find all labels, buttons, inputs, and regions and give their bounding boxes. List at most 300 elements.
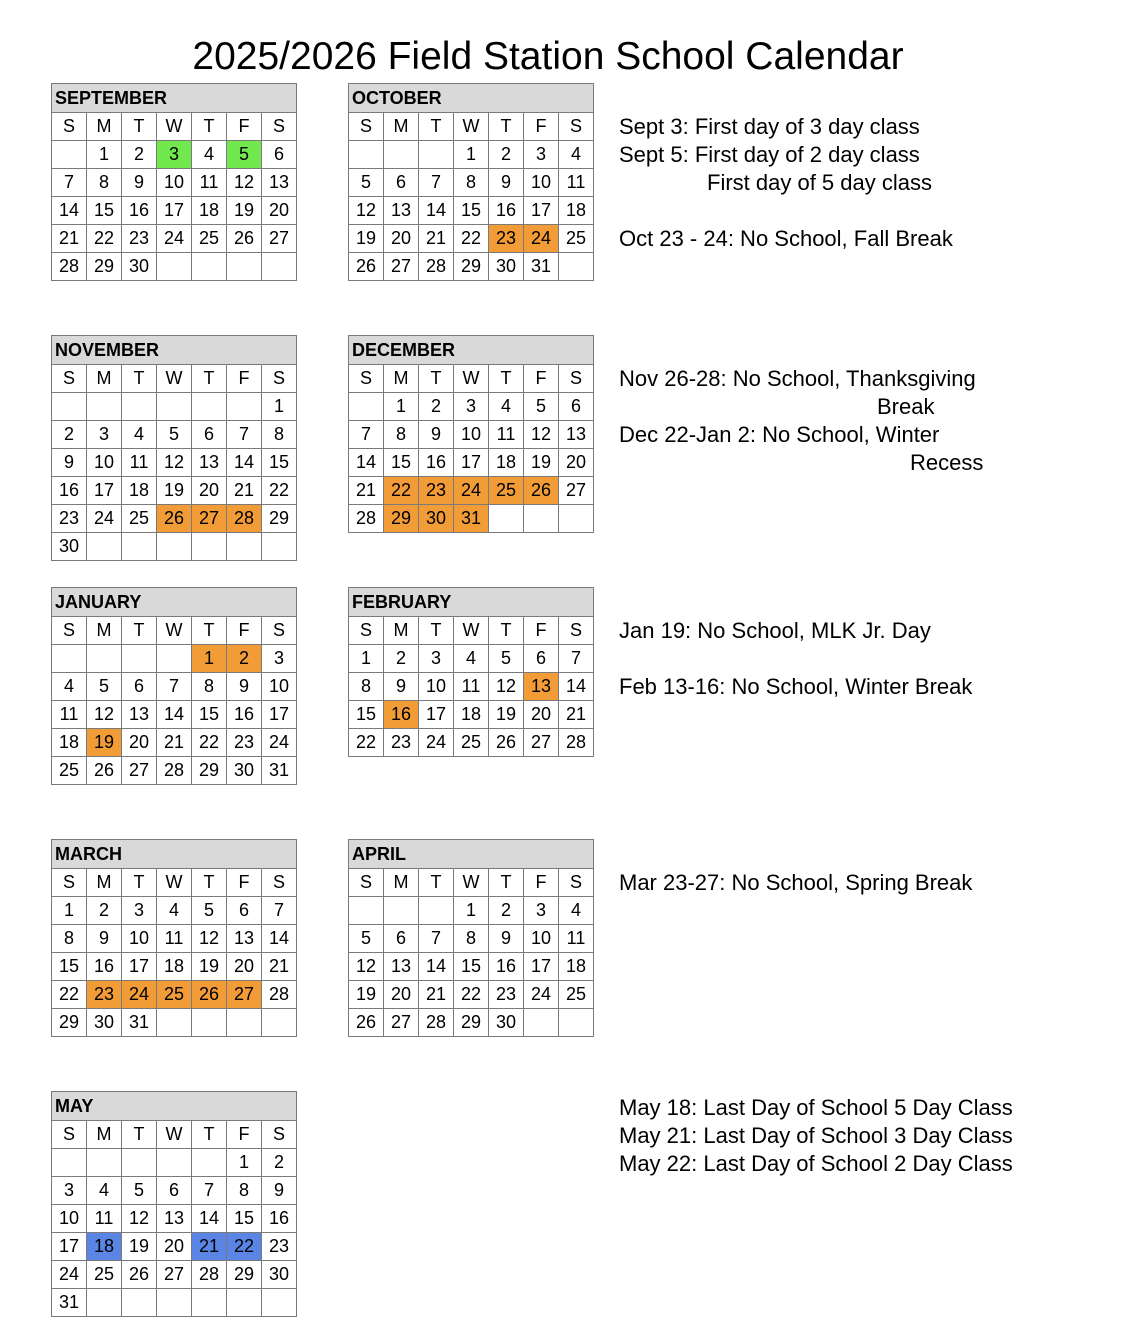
day-cell: 15 (192, 701, 227, 729)
day-cell: 30 (262, 1261, 297, 1289)
empty-day-cell (157, 1009, 192, 1037)
day-cell: 28 (192, 1261, 227, 1289)
day-cell: 16 (52, 477, 87, 505)
week-row (52, 449, 297, 477)
weekday-header: F (524, 617, 559, 645)
day-cell: 24 (52, 1261, 87, 1289)
day-cell: 14 (559, 673, 594, 701)
day-cell: 28 (349, 505, 384, 533)
empty-day-cell (192, 1009, 227, 1037)
week-row (349, 253, 594, 281)
day-cell: 13 (227, 925, 262, 953)
day-cell: 2 (52, 421, 87, 449)
day-cell: 14 (349, 449, 384, 477)
day-cell: 9 (489, 925, 524, 953)
day-cell: 7 (419, 169, 454, 197)
day-cell: 28 (227, 505, 262, 533)
day-cell: 8 (454, 169, 489, 197)
day-cell: 13 (122, 701, 157, 729)
day-cell: 19 (349, 981, 384, 1009)
day-cell: 19 (192, 953, 227, 981)
weekday-header: T (122, 365, 157, 393)
day-cell: 28 (262, 981, 297, 1009)
day-cell: 21 (227, 477, 262, 505)
note-nov-second-line: Break (877, 394, 935, 419)
weekday-header: S (349, 869, 384, 897)
day-cell: 2 (87, 897, 122, 925)
note-jan: Jan 19: No School, MLK Jr. Day (619, 618, 931, 643)
weekday-header: T (419, 617, 454, 645)
day-cell: 5 (524, 393, 559, 421)
week-row (52, 505, 297, 533)
weekday-header: F (227, 365, 262, 393)
day-cell: 31 (454, 505, 489, 533)
day-cell: 18 (122, 477, 157, 505)
day-cell: 3 (524, 141, 559, 169)
empty-day-cell (157, 253, 192, 281)
week-row (349, 729, 594, 757)
empty-day-cell (122, 393, 157, 421)
day-cell: 17 (524, 197, 559, 225)
day-cell: 8 (454, 925, 489, 953)
empty-day-cell (227, 253, 262, 281)
weekday-header: F (227, 869, 262, 897)
empty-day-cell (489, 505, 524, 533)
day-cell: 14 (52, 197, 87, 225)
day-cell: 13 (157, 1205, 192, 1233)
day-cell: 20 (524, 701, 559, 729)
day-cell: 30 (489, 253, 524, 281)
day-cell: 27 (384, 253, 419, 281)
day-cell: 8 (227, 1177, 262, 1205)
day-cell: 4 (454, 645, 489, 673)
weekday-header: T (192, 1121, 227, 1149)
day-cell: 10 (52, 1205, 87, 1233)
empty-day-cell (262, 533, 297, 561)
day-cell: 18 (192, 197, 227, 225)
day-cell: 3 (524, 897, 559, 925)
day-cell: 15 (384, 449, 419, 477)
calendar-january (51, 587, 297, 785)
day-cell: 19 (349, 225, 384, 253)
day-cell: 8 (384, 421, 419, 449)
empty-day-cell (384, 897, 419, 925)
week-row (52, 141, 297, 169)
weekday-header: T (122, 1121, 157, 1149)
week-row (349, 1009, 594, 1037)
day-cell: 25 (87, 1261, 122, 1289)
day-cell: 11 (559, 925, 594, 953)
day-cell: 4 (87, 1177, 122, 1205)
weekday-header: S (559, 365, 594, 393)
day-cell: 21 (262, 953, 297, 981)
day-cell: 29 (87, 253, 122, 281)
day-cell: 6 (384, 169, 419, 197)
weekday-header: M (87, 1121, 122, 1149)
month-name: JANUARY (52, 588, 297, 617)
day-cell: 25 (122, 505, 157, 533)
week-row (349, 953, 594, 981)
day-cell: 25 (52, 757, 87, 785)
day-cell: 1 (454, 141, 489, 169)
weekday-header: T (192, 113, 227, 141)
day-cell: 2 (384, 645, 419, 673)
day-cell: 16 (489, 953, 524, 981)
month-name: SEPTEMBER (52, 84, 297, 113)
weekday-header: M (384, 869, 419, 897)
day-cell: 9 (227, 673, 262, 701)
day-cell: 4 (489, 393, 524, 421)
week-row (349, 897, 594, 925)
day-cell: 26 (227, 225, 262, 253)
day-cell: 17 (419, 701, 454, 729)
week-row (52, 225, 297, 253)
day-cell: 17 (454, 449, 489, 477)
day-cell: 9 (262, 1177, 297, 1205)
day-cell: 15 (262, 449, 297, 477)
day-cell: 26 (157, 505, 192, 533)
day-cell: 12 (157, 449, 192, 477)
day-cell: 5 (349, 925, 384, 953)
empty-day-cell (559, 505, 594, 533)
day-cell: 27 (524, 729, 559, 757)
day-cell: 15 (227, 1205, 262, 1233)
week-row (349, 225, 594, 253)
day-cell: 28 (559, 729, 594, 757)
day-cell: 15 (454, 197, 489, 225)
day-cell: 24 (157, 225, 192, 253)
day-cell: 8 (87, 169, 122, 197)
day-cell: 23 (489, 225, 524, 253)
weekday-header: W (454, 869, 489, 897)
day-cell: 15 (349, 701, 384, 729)
day-cell: 19 (157, 477, 192, 505)
day-cell: 1 (192, 645, 227, 673)
weekday-header: F (524, 365, 559, 393)
day-cell: 29 (454, 253, 489, 281)
note-feb: Feb 13-16: No School, Winter Break (619, 674, 973, 699)
day-cell: 22 (52, 981, 87, 1009)
day-cell: 12 (87, 701, 122, 729)
day-cell: 20 (192, 477, 227, 505)
week-row (349, 393, 594, 421)
day-cell: 27 (157, 1261, 192, 1289)
day-cell: 24 (419, 729, 454, 757)
month-name: OCTOBER (349, 84, 594, 113)
day-cell: 18 (454, 701, 489, 729)
day-cell: 22 (384, 477, 419, 505)
day-cell: 20 (227, 953, 262, 981)
day-cell: 29 (454, 1009, 489, 1037)
day-cell: 12 (192, 925, 227, 953)
calendar-december (348, 335, 594, 533)
day-cell: 11 (559, 169, 594, 197)
weekday-header: T (419, 365, 454, 393)
day-cell: 9 (489, 169, 524, 197)
day-cell: 7 (262, 897, 297, 925)
day-cell: 8 (349, 673, 384, 701)
week-row (52, 1261, 297, 1289)
day-cell: 28 (157, 757, 192, 785)
day-cell: 22 (454, 225, 489, 253)
day-cell: 25 (157, 981, 192, 1009)
day-cell: 20 (384, 225, 419, 253)
note-mar: Mar 23-27: No School, Spring Break (619, 870, 973, 895)
day-cell: 10 (524, 925, 559, 953)
weekday-header: M (384, 365, 419, 393)
day-cell: 12 (524, 421, 559, 449)
week-row (349, 449, 594, 477)
day-cell: 2 (122, 141, 157, 169)
day-cell: 24 (524, 225, 559, 253)
day-cell: 23 (262, 1233, 297, 1261)
day-cell: 10 (157, 169, 192, 197)
day-cell: 7 (349, 421, 384, 449)
weekday-header: S (262, 617, 297, 645)
day-cell: 29 (227, 1261, 262, 1289)
day-cell: 19 (227, 197, 262, 225)
day-cell: 3 (87, 421, 122, 449)
day-cell: 16 (384, 701, 419, 729)
month-name: NOVEMBER (52, 336, 297, 365)
calendar-october (348, 83, 594, 281)
empty-day-cell (559, 253, 594, 281)
weekday-header: S (262, 1121, 297, 1149)
day-cell: 12 (349, 197, 384, 225)
day-cell: 4 (559, 897, 594, 925)
weekday-header: W (157, 869, 192, 897)
day-cell: 9 (419, 421, 454, 449)
day-cell: 23 (419, 477, 454, 505)
day-cell: 25 (192, 225, 227, 253)
empty-day-cell (227, 533, 262, 561)
week-row (52, 169, 297, 197)
weekday-header: S (559, 113, 594, 141)
page-title: 2025/2026 Field Station School Calendar (192, 35, 904, 78)
empty-day-cell (87, 393, 122, 421)
day-cell: 17 (122, 953, 157, 981)
day-cell: 5 (87, 673, 122, 701)
weekday-header: F (227, 1121, 262, 1149)
calendar-november (51, 335, 297, 561)
week-row (52, 1205, 297, 1233)
day-cell: 30 (489, 1009, 524, 1037)
empty-day-cell (52, 1149, 87, 1177)
weekday-header: T (489, 617, 524, 645)
day-cell: 5 (489, 645, 524, 673)
weekday-header: S (349, 365, 384, 393)
day-cell: 29 (384, 505, 419, 533)
day-cell: 3 (157, 141, 192, 169)
empty-day-cell (349, 393, 384, 421)
week-row (52, 1177, 297, 1205)
day-cell: 21 (52, 225, 87, 253)
day-cell: 15 (52, 953, 87, 981)
day-cell: 29 (192, 757, 227, 785)
calendar-may (51, 1091, 297, 1317)
week-row (52, 1233, 297, 1261)
weekday-header: T (419, 113, 454, 141)
day-cell: 1 (87, 141, 122, 169)
day-cell: 14 (192, 1205, 227, 1233)
weekday-header: S (262, 869, 297, 897)
weekday-header: S (559, 869, 594, 897)
calendar-september (51, 83, 297, 281)
month-name: APRIL (349, 840, 594, 869)
day-cell: 10 (419, 673, 454, 701)
empty-day-cell (262, 253, 297, 281)
day-cell: 12 (227, 169, 262, 197)
month-name: FEBRUARY (349, 588, 594, 617)
day-cell: 4 (157, 897, 192, 925)
empty-day-cell (52, 645, 87, 673)
week-row (52, 197, 297, 225)
day-cell: 9 (87, 925, 122, 953)
empty-day-cell (122, 533, 157, 561)
day-cell: 3 (419, 645, 454, 673)
day-cell: 7 (192, 1177, 227, 1205)
day-cell: 14 (419, 197, 454, 225)
weekday-header: S (52, 869, 87, 897)
calendar-february (348, 587, 594, 757)
empty-day-cell (122, 645, 157, 673)
day-cell: 3 (454, 393, 489, 421)
weekday-header: T (192, 617, 227, 645)
weekday-header: T (489, 113, 524, 141)
day-cell: 17 (157, 197, 192, 225)
day-cell: 5 (349, 169, 384, 197)
week-row (52, 701, 297, 729)
empty-day-cell (87, 645, 122, 673)
day-cell: 1 (262, 393, 297, 421)
empty-day-cell (227, 393, 262, 421)
week-row (52, 757, 297, 785)
day-cell: 12 (122, 1205, 157, 1233)
day-cell: 13 (559, 421, 594, 449)
weekday-header: S (52, 617, 87, 645)
day-cell: 7 (419, 925, 454, 953)
day-cell: 1 (349, 645, 384, 673)
week-row (52, 1009, 297, 1037)
week-row (52, 925, 297, 953)
week-row (349, 169, 594, 197)
weekday-header: W (157, 365, 192, 393)
day-cell: 12 (489, 673, 524, 701)
day-cell: 22 (349, 729, 384, 757)
day-cell: 2 (262, 1149, 297, 1177)
day-cell: 19 (87, 729, 122, 757)
day-cell: 10 (122, 925, 157, 953)
week-row (349, 981, 594, 1009)
weekday-header: W (454, 113, 489, 141)
week-row (52, 393, 297, 421)
day-cell: 16 (419, 449, 454, 477)
week-row (349, 141, 594, 169)
day-cell: 30 (122, 253, 157, 281)
day-cell: 18 (87, 1233, 122, 1261)
weekday-header: T (419, 869, 454, 897)
note-may21: May 21: Last Day of School 3 Day Class (619, 1123, 1013, 1148)
day-cell: 21 (157, 729, 192, 757)
empty-day-cell (559, 1009, 594, 1037)
day-cell: 5 (157, 421, 192, 449)
day-cell: 30 (419, 505, 454, 533)
weekday-header: W (157, 617, 192, 645)
day-cell: 16 (262, 1205, 297, 1233)
day-cell: 17 (262, 701, 297, 729)
day-cell: 11 (454, 673, 489, 701)
day-cell: 26 (349, 1009, 384, 1037)
day-cell: 20 (157, 1233, 192, 1261)
day-cell: 2 (489, 897, 524, 925)
day-cell: 25 (559, 225, 594, 253)
day-cell: 30 (227, 757, 262, 785)
week-row (52, 897, 297, 925)
day-cell: 27 (559, 477, 594, 505)
day-cell: 22 (87, 225, 122, 253)
day-cell: 18 (157, 953, 192, 981)
note-may18: May 18: Last Day of School 5 Day Class (619, 1095, 1013, 1120)
day-cell: 25 (454, 729, 489, 757)
day-cell: 4 (52, 673, 87, 701)
week-row (349, 925, 594, 953)
month-name: DECEMBER (349, 336, 594, 365)
day-cell: 6 (227, 897, 262, 925)
week-row (52, 673, 297, 701)
month-name: MARCH (52, 840, 297, 869)
empty-day-cell (157, 393, 192, 421)
day-cell: 1 (384, 393, 419, 421)
weekday-header: M (87, 617, 122, 645)
weekday-header: S (52, 1121, 87, 1149)
day-cell: 25 (489, 477, 524, 505)
weekday-header: W (157, 1121, 192, 1149)
day-cell: 26 (192, 981, 227, 1009)
empty-day-cell (87, 533, 122, 561)
day-cell: 9 (52, 449, 87, 477)
day-cell: 10 (454, 421, 489, 449)
day-cell: 7 (227, 421, 262, 449)
day-cell: 21 (192, 1233, 227, 1261)
day-cell: 26 (122, 1261, 157, 1289)
day-cell: 4 (559, 141, 594, 169)
empty-day-cell (192, 533, 227, 561)
day-cell: 9 (122, 169, 157, 197)
empty-day-cell (52, 141, 87, 169)
empty-day-cell (262, 1009, 297, 1037)
day-cell: 27 (227, 981, 262, 1009)
weekday-header: S (349, 617, 384, 645)
empty-day-cell (524, 505, 559, 533)
day-cell: 2 (227, 645, 262, 673)
day-cell: 15 (87, 197, 122, 225)
day-cell: 31 (52, 1289, 87, 1317)
day-cell: 6 (262, 141, 297, 169)
day-cell: 18 (489, 449, 524, 477)
day-cell: 11 (192, 169, 227, 197)
day-cell: 14 (262, 925, 297, 953)
week-row (52, 253, 297, 281)
day-cell: 21 (349, 477, 384, 505)
day-cell: 24 (524, 981, 559, 1009)
day-cell: 4 (122, 421, 157, 449)
week-row (52, 533, 297, 561)
week-row (349, 197, 594, 225)
day-cell: 1 (52, 897, 87, 925)
weekday-header: S (52, 113, 87, 141)
day-cell: 6 (192, 421, 227, 449)
day-cell: 18 (559, 197, 594, 225)
